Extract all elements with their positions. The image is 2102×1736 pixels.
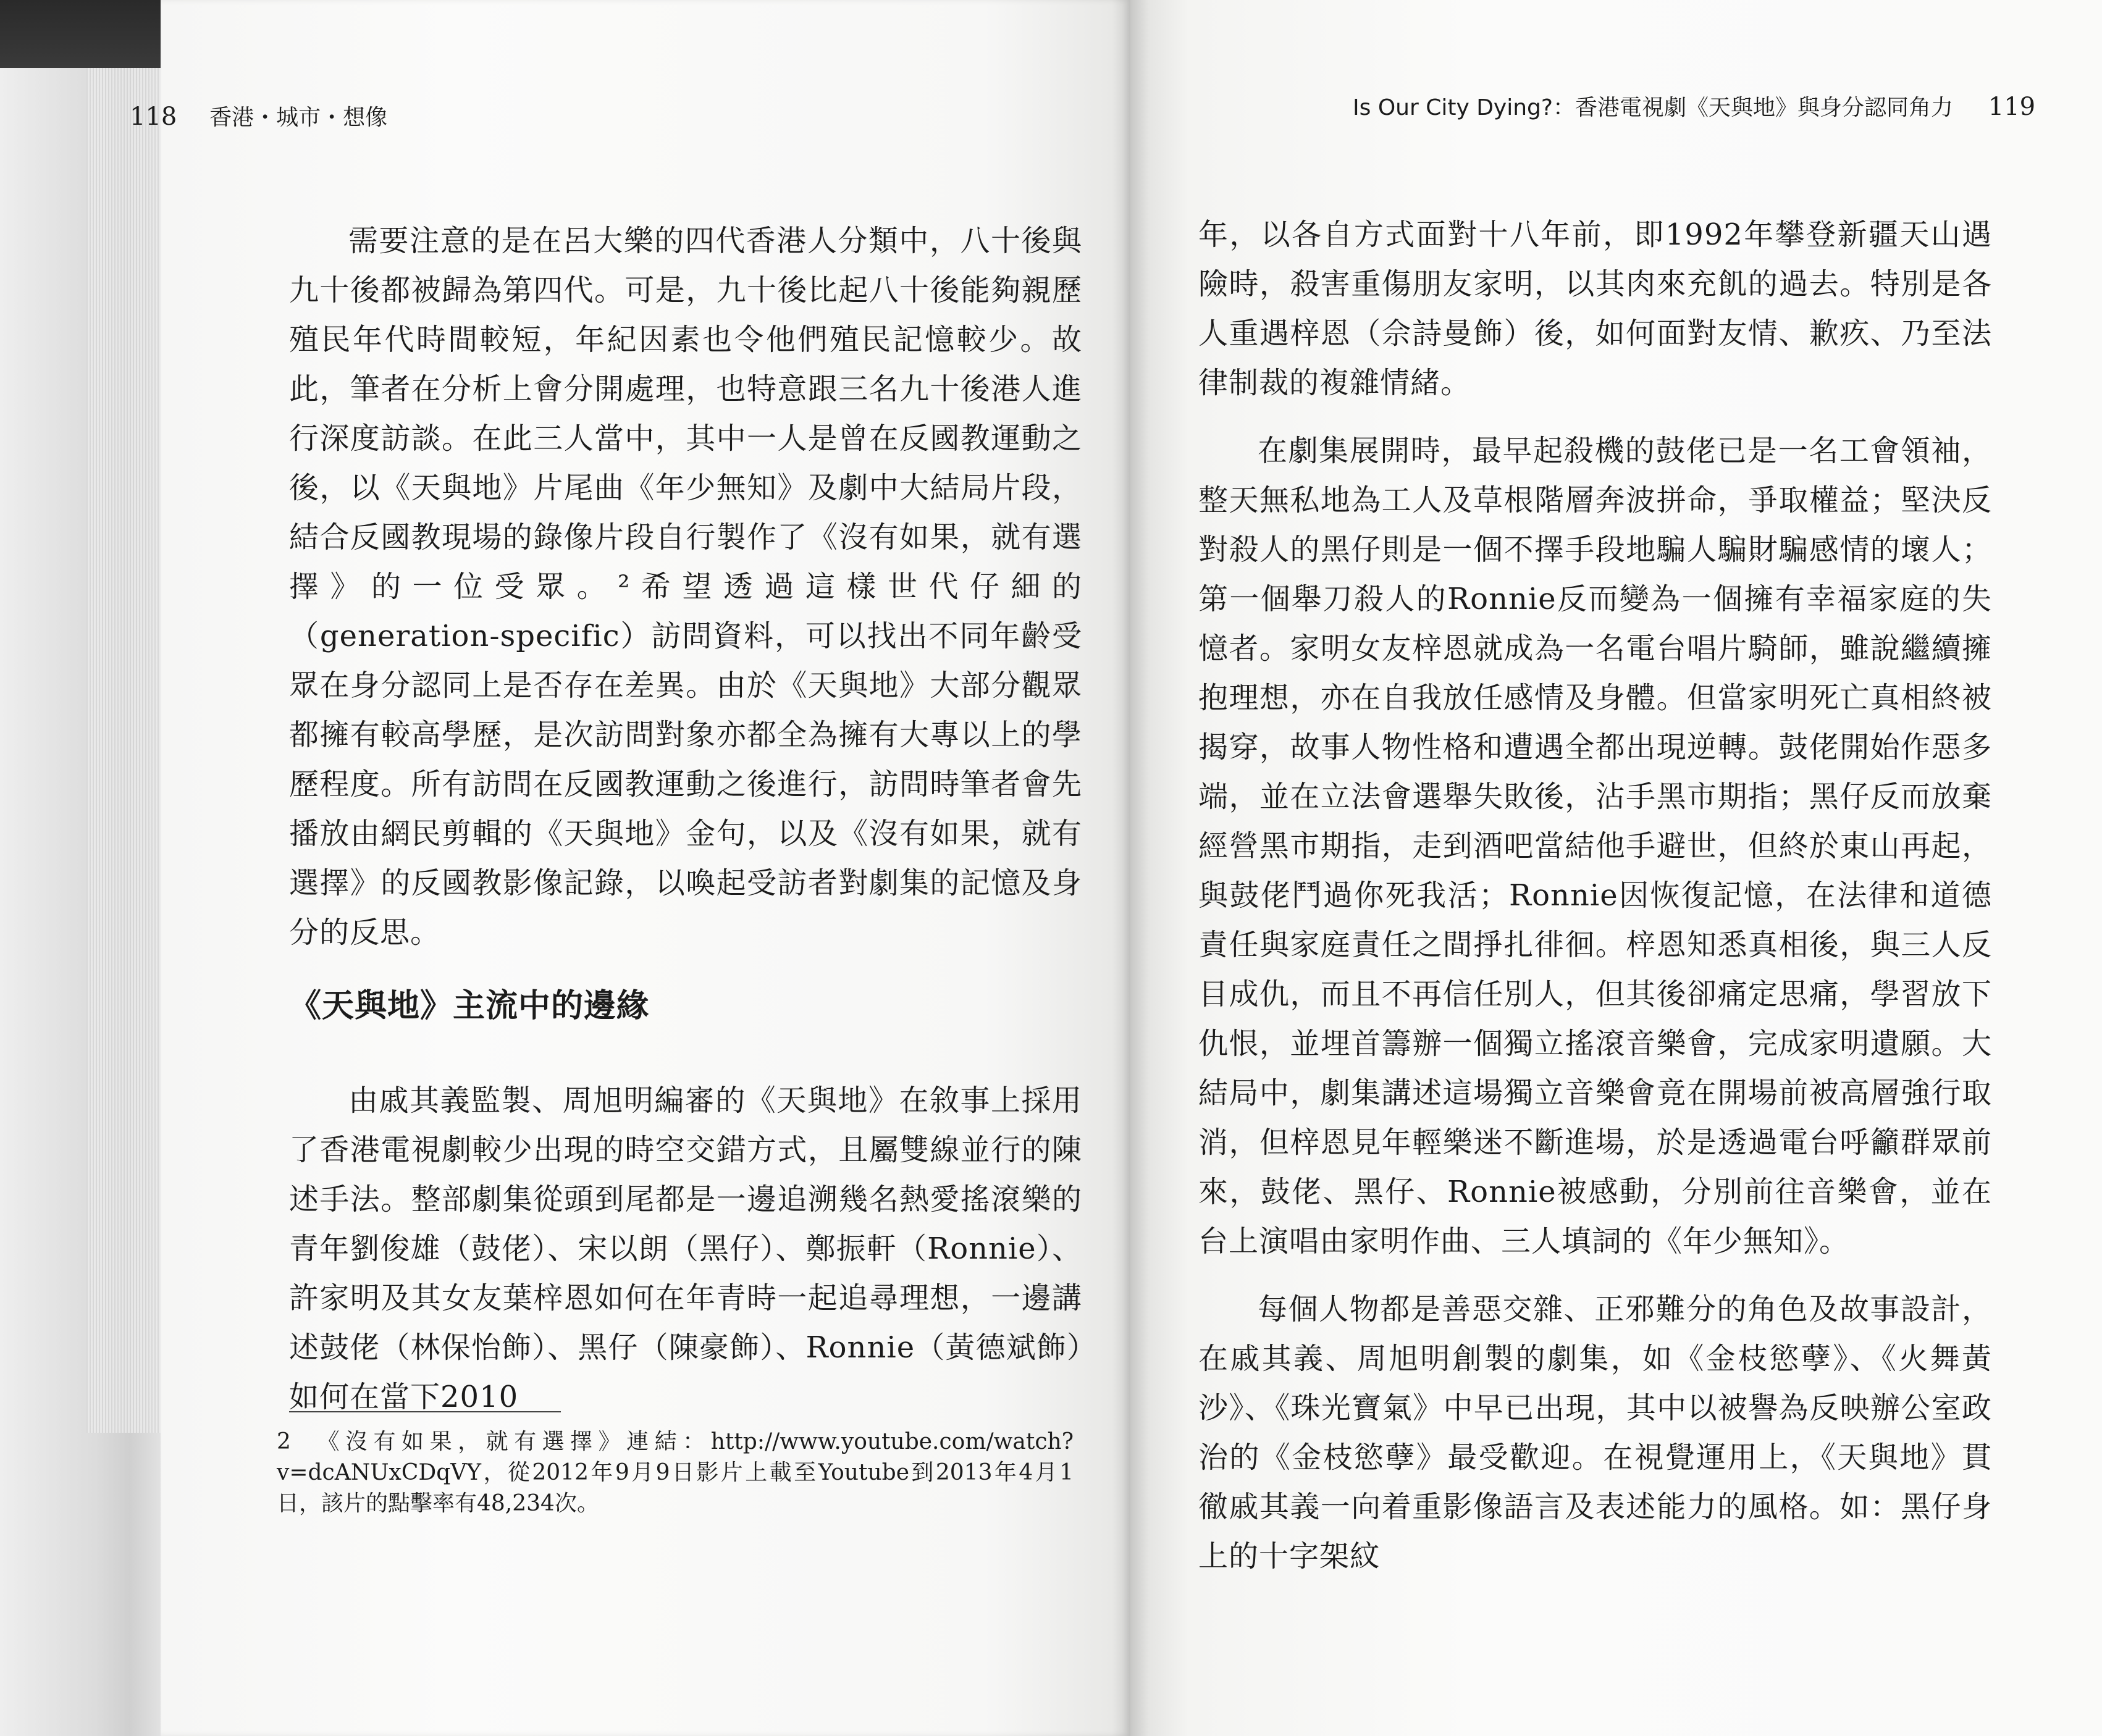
- right-body-text: [1198, 210, 1992, 1581]
- right-paragraph-3: 每個人物都是善惡交雜、正邪難分的角色及故事設計，在戚其義、周旭明創製的劇集，如《金枝慾孽》、《火舞黃沙》、《珠光寶氣》中早已出現，其中以被譽為反映辦公室政治的《金枝慾孽》最受歡迎。在視覺運用上，《天與地》貫徹戚其義一向着重影像語言及表述能力的風格。如：黑仔身上的十字架紋: [1198, 1292, 1992, 1574]
- footnote-rule: [289, 1411, 561, 1412]
- right-running-header: [1353, 91, 2036, 124]
- dark-corner-background: [0, 0, 173, 68]
- footnote: [277, 1427, 1074, 1519]
- section-heading: 《天與地》主流中的邊緣: [289, 987, 650, 1025]
- footnote-text: 《沒有如果，就有選擇》連結：http://www.youtube.com/watch?v=dcANUxCDqVY，從2012年9月9日影片上載至Youtube到2013年4月1日，該片的點擊率有48,234次。: [277, 1429, 1074, 1516]
- left-running-header: [130, 101, 387, 133]
- left-paragraph-1: 需要注意的是在呂大樂的四代香港人分類中，八十後與九十後都被歸為第四代。可是，九十後比起八十後能夠親歷殖民年代時間較短，年紀因素也令他們殖民記憶較少。故此，筆者在分析上會分開處理，也特意跟三名九十後港人進行深度訪談。在此三人當中，其中一人是曾在反國教運動之後，以《天與地》片尾曲《年少無知》及劇中大結局片段，結合反國教現場的錄像片段自行製作了《沒有如果，就有選擇》的一位受眾。²希望透過這樣世代仔細的（generation-specific）訪問資料，可以找出不同年齡受眾在身分認同上是否存在差異。由於《天與地》大部分觀眾都擁有較高學歷，是次訪問對象亦都全為擁有大專以上的學歷程度。所有訪問在反國教運動之後進行，訪問時筆者會先播放由網民剪輯的《天與地》金句，以及《沒有如果，就有選擇》的反國教影像記錄，以喚起受訪者對劇集的記憶及身分的反思。: [289, 224, 1082, 950]
- page-edges-stack: [86, 49, 173, 1433]
- right-paragraph-1: 年，以各自方式面對十八年前，即1992年攀登新疆天山遇險時，殺害重傷朋友家明，以其肉來充飢的過去。特別是各人重遇梓恩（佘詩曼飾）後，如何面對友情、歉疚、乃至法律制裁的複雜情緒。: [1198, 217, 1992, 400]
- book-gutter: [1112, 0, 1149, 1736]
- left-header-title: 香港・城市・想像: [209, 105, 388, 130]
- section-paragraph-1: 由戚其義監製、周旭明編審的《天與地》在敘事上採用了香港電視劇較少出現的時空交錯方式，且屬雙線並行的陳述手法。整部劇集從頭到尾都是一邊追溯幾名熱愛搖滾樂的青年劉俊雄（鼓佬）、宋以朗（黑仔）、鄭振軒（Ronnie）、許家明及其女友葉梓恩如何在年青時一起追尋理想，一邊講述鼓佬（林保怡飾）、黑仔（陳豪飾）、Ronnie（黃德斌飾）如何在當下2010: [289, 1083, 1082, 1414]
- footnote-number: 2: [277, 1429, 291, 1454]
- section-body-text: [289, 1076, 1082, 1422]
- right-paragraph-2: 在劇集展開時，最早起殺機的鼓佬已是一名工會領袖，整天無私地為工人及草根階層奔波拼命，爭取權益；堅決反對殺人的黑仔則是一個不擇手段地騙人騙財騙感情的壞人；第一個舉刀殺人的Ronnie反而變為一個擁有幸福家庭的失憶者。家明女友梓恩就成為一名電台唱片騎師，雖說繼續擁抱理想，亦在自我放任感情及身體。但當家明死亡真相終被揭穿，故事人物性格和遭遇全都出現逆轉。鼓佬開始作惡多端，並在立法會選舉失敗後，沾手黑市期指；黑仔反而放棄經營黑市期指，走到酒吧當結他手避世，但終於東山再起，與鼓佬鬥過你死我活；Ronnie因恢復記憶，在法律和道德責任與家庭責任之間掙扎徘徊。梓恩知悉真相後，與三人反目成仇，而且不再信任別人，但其後卻痛定思痛，學習放下仇恨，並埋首籌辦一個獨立搖滾音樂會，完成家明遺願。大結局中，劇集講述這場獨立音樂會竟在開場前被高層強行取消，但梓恩見年輕樂迷不斷進場，於是透過電台呼籲群眾前來，鼓佬、黑仔、Ronnie被感動，分別前往音樂會，並在台上演唱由家明作曲、三人填詞的《年少無知》。: [1198, 434, 1992, 1259]
- right-header-title: Is Our City Dying?：香港電視劇《天與地》與身分認同角力: [1353, 95, 1954, 120]
- right-page-number: 119: [1988, 93, 2036, 121]
- left-page-number: 118: [130, 103, 177, 131]
- left-body-text: [289, 216, 1082, 957]
